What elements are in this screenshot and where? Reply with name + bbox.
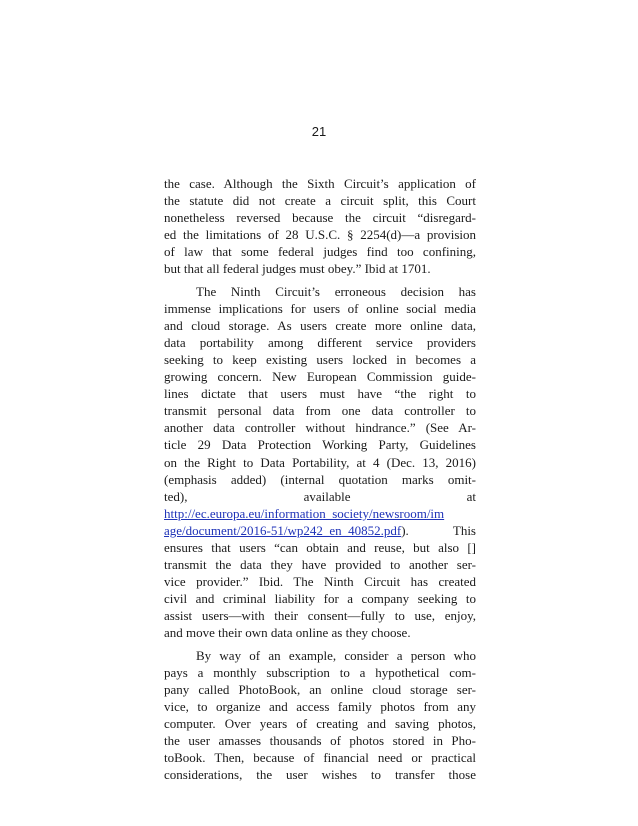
- text-line: another data controller without hindrance.” (See Ar-: [164, 420, 476, 436]
- citation-link-continued[interactable]: age/document/2016-51/wp242_en_40852.pdf: [164, 522, 402, 538]
- text-line: the case. Although the Sixth Circuit’s application of: [164, 176, 476, 191]
- text-line: and cloud storage. As users create more online data,: [164, 317, 476, 333]
- text-line: the user amasses thousands of photos stored in Pho-: [164, 733, 476, 748]
- text-line: of law that some federal judges find too confining,: [164, 244, 476, 260]
- text-line: considerations, the user wishes to transfer those: [164, 767, 476, 783]
- text-line-with-link: age/document/2016-51/wp242_en_40852.pdf). This: [164, 522, 476, 538]
- text-line: computer. Over years of creating and saving photos,: [164, 715, 476, 731]
- text-line: By way of an example, consider a person who: [196, 647, 476, 663]
- text-line: immense implications for users of online social media: [164, 300, 476, 316]
- text-line: ed the limitations of 28 U.S.C. § 2254(d)—a provision: [164, 227, 476, 243]
- text-line: pany called PhotoBook, an online cloud storage ser-: [164, 681, 476, 697]
- paragraph: [164, 175, 476, 278]
- citation-link[interactable]: http://ec.europa.eu/information_society/newsroom/im: [164, 505, 445, 521]
- text-line: civil and criminal liability for a company seeking to: [164, 591, 476, 607]
- text-line: on the Right to Data Portability, at 4 (Dec. 13, 2016): [164, 454, 476, 470]
- text-line: the statute did not create a circuit split, this Court: [164, 193, 476, 209]
- text-line: ensures that users “can obtain and reuse, but also []: [164, 539, 476, 555]
- page-number: 21: [311, 124, 327, 139]
- text-line: data portability among different service providers: [164, 334, 476, 350]
- text-line: vice provider.” Ibid. The Ninth Circuit has created: [164, 574, 476, 590]
- text-line: pays a monthly subscription to a hypothetical com-: [164, 664, 476, 680]
- paragraph: [164, 647, 476, 784]
- text-line: and move their own data online as they choose.: [164, 625, 411, 641]
- text-line: transmit personal data from one data controller to: [164, 403, 476, 419]
- text-line: transmit the data they have provided to another ser-: [164, 557, 476, 573]
- text-line: assist users—with their consent—fully to use, enjoy,: [164, 608, 476, 624]
- text-line: The Ninth Circuit’s erroneous decision has: [196, 283, 476, 299]
- text-line: ted), available at: [164, 488, 476, 504]
- text-line: seeking to keep existing users locked in becomes a: [164, 351, 476, 367]
- text-line: growing concern. New European Commission guide-: [164, 369, 476, 385]
- text-line: toBook. Then, because of financial need or practical: [164, 750, 476, 766]
- text-line: (emphasis added) (internal quotation marks omit-: [164, 471, 476, 487]
- text-line: nonetheless reversed because the circuit “disregard-: [164, 210, 476, 226]
- text-line: lines dictate that users must have “the right to: [164, 386, 476, 402]
- text-line: vice, to organize and access family photos from any: [164, 698, 476, 714]
- document-body: [164, 175, 476, 783]
- text-line: ticle 29 Data Protection Working Party, Guidelines: [164, 437, 476, 453]
- text-line: but that all federal judges must obey.” Ibid at 1701.: [164, 261, 431, 277]
- paragraph: [164, 283, 476, 642]
